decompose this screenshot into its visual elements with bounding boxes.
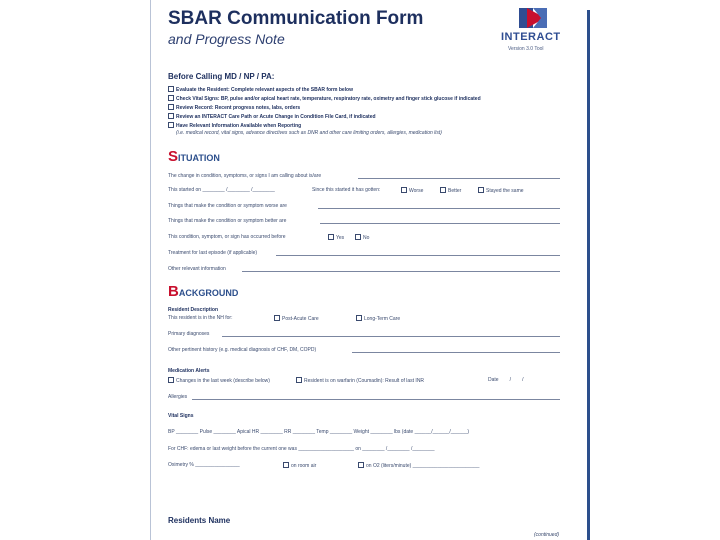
primary-dx-field[interactable] (222, 336, 560, 337)
resident-description-heading: Resident Description (168, 307, 219, 313)
residents-name-label: Residents Name (168, 516, 231, 525)
option-long-term[interactable]: Long-Term Care (356, 315, 400, 322)
other-info-field[interactable] (242, 271, 560, 272)
allergies-field[interactable] (192, 399, 560, 400)
before-calling-heading: Before Calling MD / NP / PA: (168, 72, 275, 81)
option-on-o2[interactable]: on O2 (liters/minute) ________________________ (358, 462, 479, 469)
med-change-option[interactable]: Changes in the last week (describe below) (168, 377, 270, 384)
worse-field[interactable] (318, 208, 560, 209)
occurred-before-label: This condition, symptom, or sign has occurred before (168, 234, 286, 240)
option-yes[interactable]: Yes (328, 234, 344, 241)
checklist-note: (i.e. medical record, vital signs, advance directives such as DNR and other care limiting orders, allergies, medication list) (176, 130, 442, 136)
vital-signs-heading: Vital Signs (168, 413, 194, 419)
form-title: SBAR Communication Form (168, 8, 424, 29)
checklist-item[interactable]: Review an INTERACT Care Path or Acute Change in Condition File Card, if indicated (168, 113, 376, 120)
option-worse[interactable]: Worse (401, 187, 423, 194)
medication-alerts-heading: Medication Alerts (168, 368, 210, 374)
treatment-label: Treatment for last episode (if applicable) (168, 250, 258, 256)
better-label: Things that make the condition or symptom better are (168, 218, 287, 224)
checklist-item[interactable]: Evaluate the Resident: Complete relevant aspects of the SBAR form below (168, 86, 353, 93)
checklist-item[interactable]: Have Relevant Information Available when Reporting (168, 122, 301, 129)
allergies-label: Allergies (168, 394, 188, 400)
checkbox[interactable] (168, 104, 174, 110)
continued-note: (continued) (534, 532, 560, 538)
inr-date-label: Date / / (488, 377, 524, 383)
background-heading: BACKGROUND (168, 283, 239, 300)
checkbox[interactable] (168, 113, 174, 119)
logo-word: INTERACT (501, 31, 561, 43)
primary-dx-label: Primary diagnoses (168, 331, 210, 337)
checkbox[interactable] (168, 95, 174, 101)
situation-change-field[interactable] (358, 178, 560, 179)
better-field[interactable] (320, 223, 560, 224)
option-room-air[interactable]: on room air (283, 462, 316, 469)
chf-row[interactable]: For CHF: edema or last weight before the current one was ____________________ on ________ /________ /________ (168, 446, 435, 452)
page-right-border (587, 10, 590, 540)
vitals-row[interactable]: BP ________ Pulse ________ Apical HR ________ RR ________ Temp ________ Weight ________ lbs (date ______/______/______) (168, 429, 470, 435)
checklist-item[interactable]: Review Record: Recent progress notes, labs, orders (168, 104, 300, 111)
option-better[interactable]: Better (440, 187, 461, 194)
situation-change-label: The change in condition, symptoms, or signs I am calling about is/are (168, 173, 322, 179)
option-no[interactable]: No (355, 234, 369, 241)
form-subtitle: and Progress Note (168, 31, 285, 47)
logo-tag: Version 3.0 Tool (508, 46, 544, 52)
option-post-acute[interactable]: Post-Acute Care (274, 315, 319, 322)
treatment-field[interactable] (276, 255, 560, 256)
history-label: Other pertinent history (e.g. medical diagnosis of CHF, DM, COPD) (168, 347, 317, 353)
page-left-edge (150, 0, 151, 540)
option-stayed-same[interactable]: Stayed the same (478, 187, 524, 194)
interact-logo-icon (517, 6, 557, 32)
other-info-label: Other relevant information (168, 266, 226, 272)
interact-logo (501, 6, 565, 54)
worse-label: Things that make the condition or symptom worse are (168, 203, 287, 209)
situation-heading: SITUATION (168, 148, 220, 165)
started-on-label: This started on ________ /________ /________ (168, 187, 275, 193)
checklist-item[interactable]: Check Vital Signs: BP, pulse and/or apical heart rate, temperature, respiratory rate, oximetry and finger stick glucose if indicated (168, 95, 481, 102)
checkbox[interactable] (168, 86, 174, 92)
history-field[interactable] (352, 352, 560, 353)
checkbox[interactable] (168, 122, 174, 128)
nh-for-label: This resident is in the NH for: (168, 315, 233, 321)
warfarin-option[interactable]: Resident is on warfarin (Coumadin): Result of last INR (296, 377, 424, 384)
oximetry-field[interactable]: Oximetry % ________________ (168, 462, 240, 468)
since-started-label: Since this started it has gotten: (312, 187, 381, 193)
